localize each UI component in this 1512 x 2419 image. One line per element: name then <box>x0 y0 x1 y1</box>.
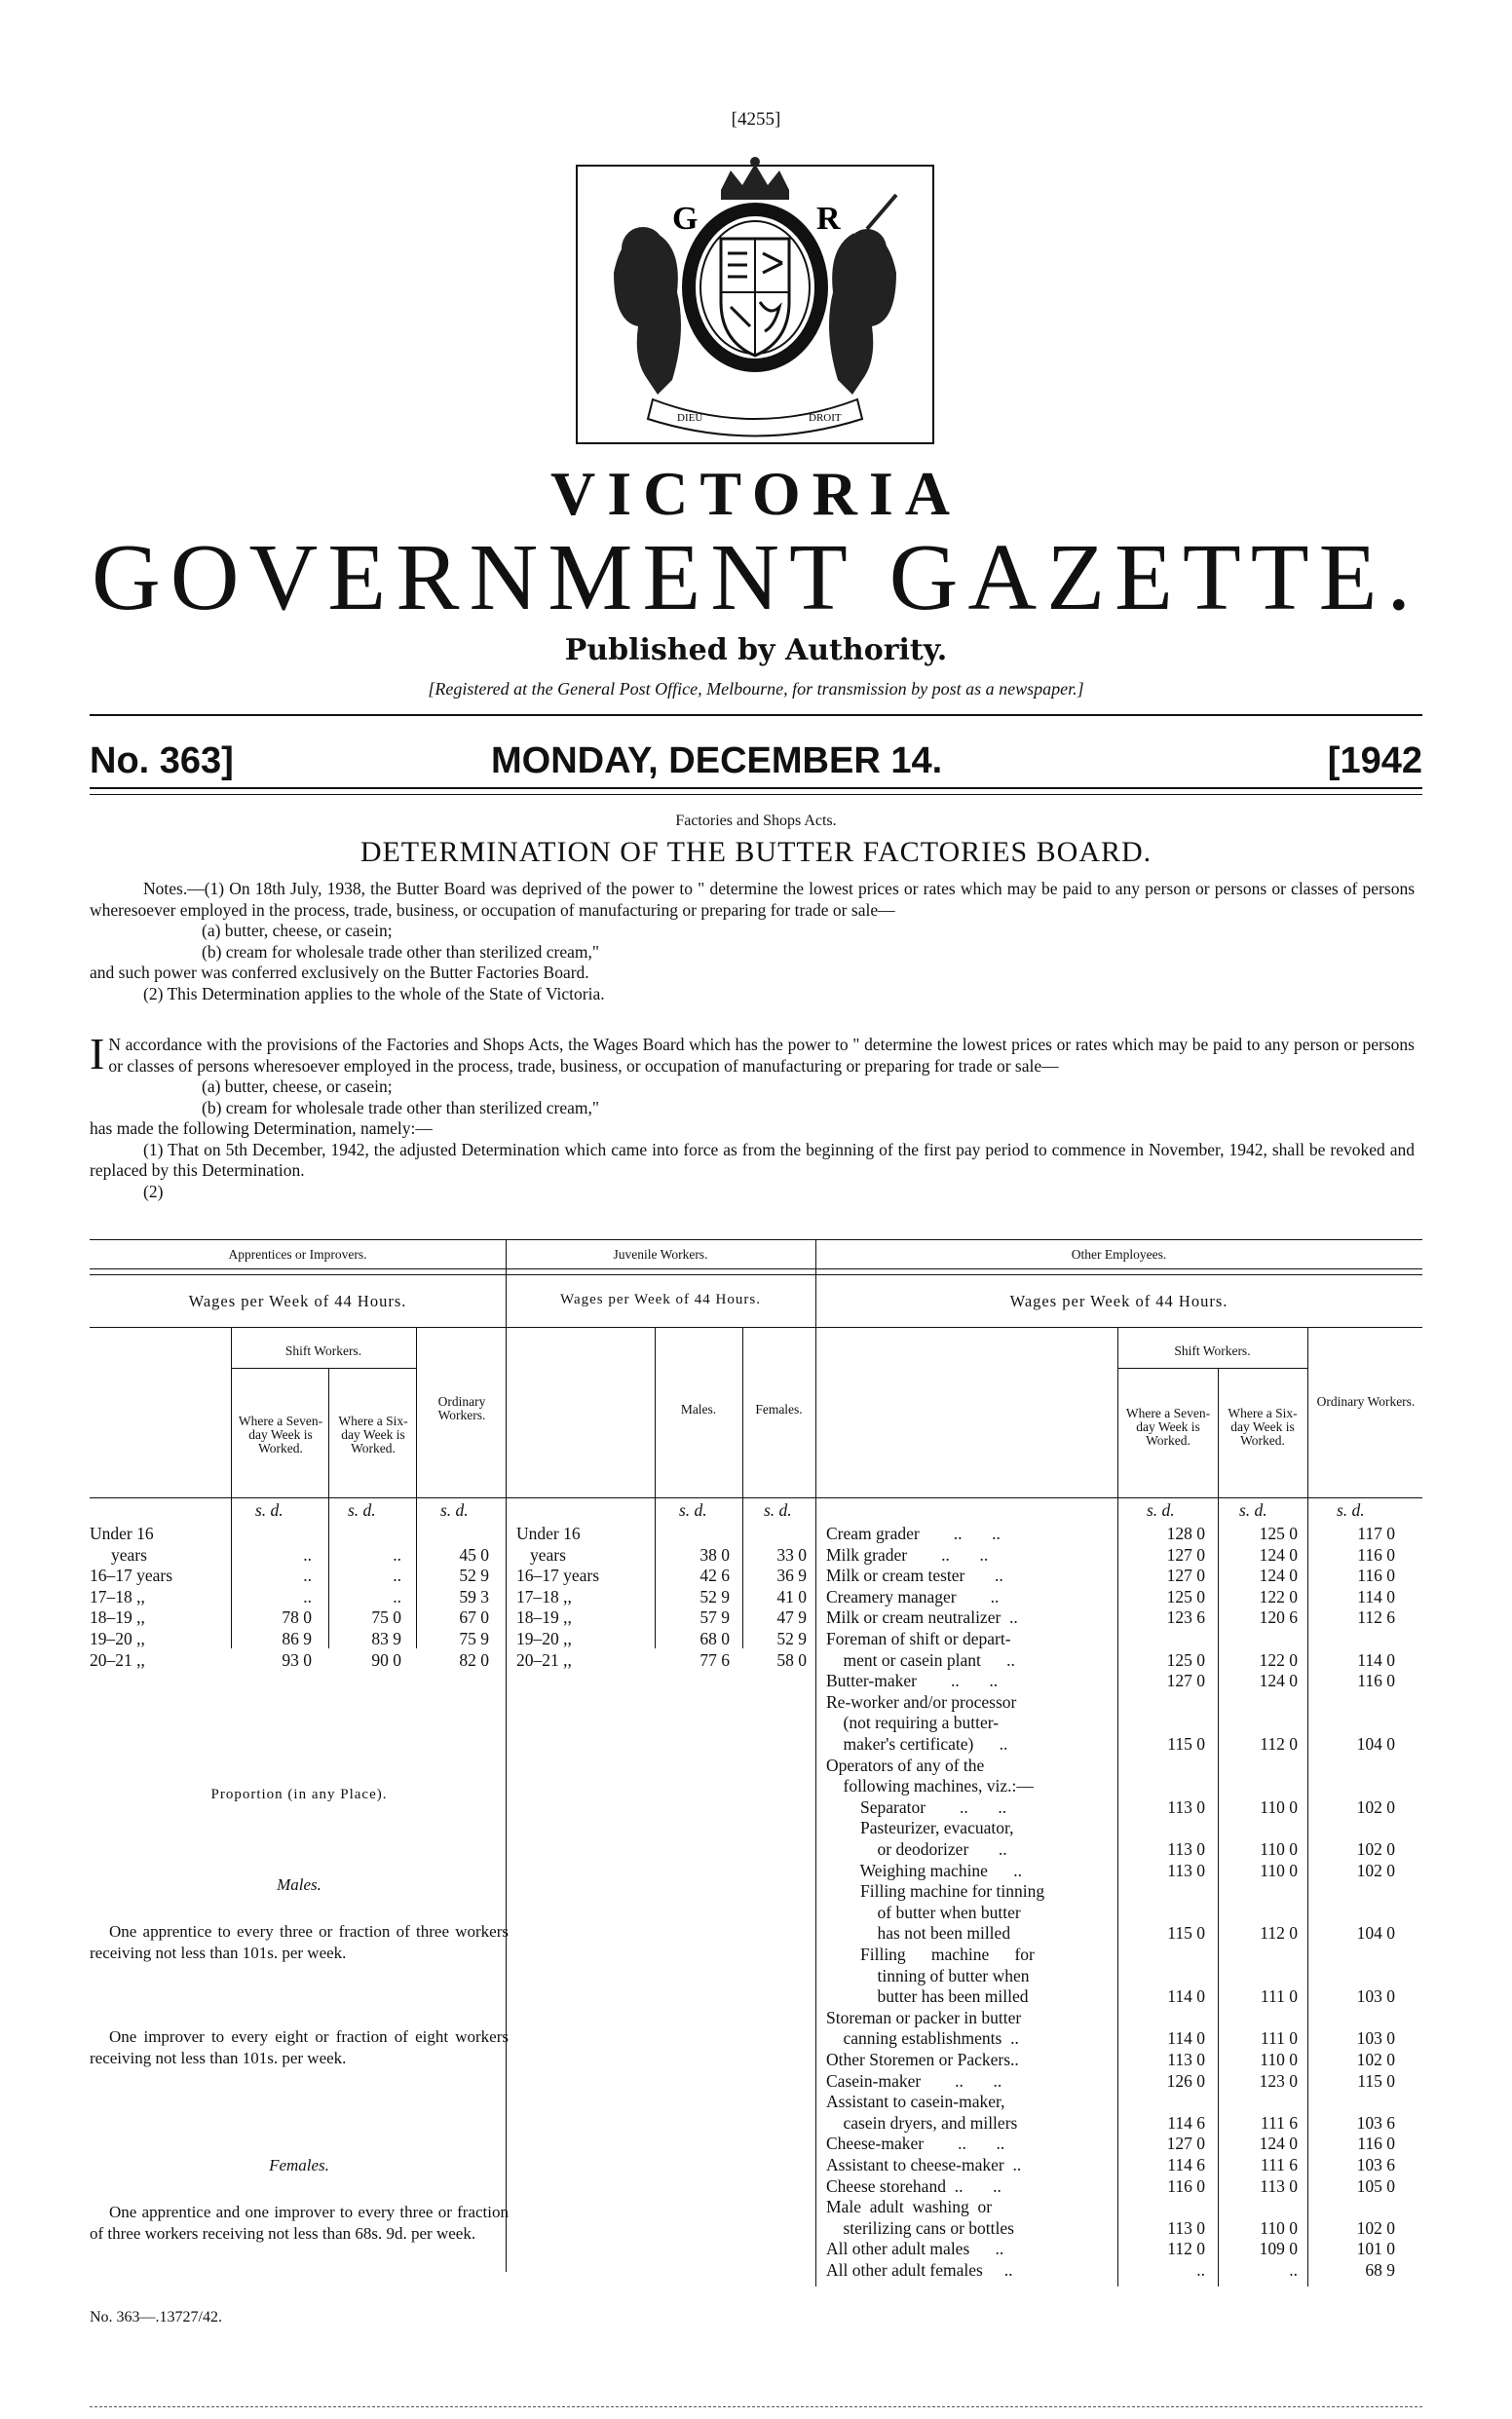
other-ordinary: 102 0 <box>1356 2217 1395 2238</box>
intro-text: N accordance with the provisions of the Factories and Shops Acts, the Wages Board which has the power to " determine the lowest prices or rates which may be paid to any person or persons or classes of persons wheresoever employed in the process, trade, business, or occupation of manufacturing or preparing for trade or sale— <box>108 1035 1415 1076</box>
ordinary-apprentices: Ordinary Workers. <box>437 1394 486 1422</box>
apprentice-age: 16–17 years <box>90 1566 173 1586</box>
other-six-day: 112 0 <box>1260 1923 1298 1944</box>
other-seven-day: 125 0 <box>1166 1586 1205 1606</box>
juvenile-females: 41 0 <box>776 1586 807 1606</box>
employee-class: Cheese storehand .. .. <box>826 2175 1002 2196</box>
other-seven-day: 123 6 <box>1166 1607 1205 1628</box>
intro-made: has made the following Determination, namely:— <box>90 1118 433 1138</box>
acts-heading: Factories and Shops Acts. <box>675 813 837 829</box>
employee-class: All other adult males .. <box>826 2239 1004 2259</box>
note-2: (2) This Determination applies to the whole of the State of Victoria. <box>143 983 605 1003</box>
apprentice-seven-day: .. <box>303 1566 312 1586</box>
other-seven-day: 114 6 <box>1167 2155 1205 2174</box>
six-day-apprentices: Where a Six-day Week is Worked. <box>338 1414 408 1455</box>
other-ordinary: 116 0 <box>1357 1566 1395 1586</box>
sd-oth-6: s. d. <box>1239 1500 1267 1520</box>
proportion-males-1: One apprentice to every three or fraction of three workers receiving not less than 101s. per week. <box>90 1922 509 1962</box>
employee-class: maker's certificate) .. <box>826 1734 1008 1754</box>
other-ordinary: 114 0 <box>1357 1586 1395 1606</box>
employee-class: Weighing machine .. <box>826 1860 1022 1880</box>
juvenile-age: Under 16 <box>516 1524 581 1543</box>
other-seven-day: 113 0 <box>1167 1839 1205 1859</box>
seven-day-apprentices: Where a Seven-day Week is Worked. <box>238 1414 323 1455</box>
other-six-day: 122 0 <box>1259 1586 1298 1606</box>
employee-class: Assistant to casein-maker, <box>826 2092 1005 2112</box>
wages-table <box>90 1239 1422 2287</box>
crown-icon <box>721 157 789 200</box>
other-ordinary: 117 0 <box>1357 1524 1395 1543</box>
apprentice-ordinary: 82 0 <box>459 1649 489 1670</box>
other-ordinary: 116 0 <box>1357 1544 1395 1565</box>
employee-class: Male adult washing or <box>826 2197 993 2217</box>
juvenile-age: 16–17 years <box>516 1566 600 1586</box>
registration-note: [Registered at the General Post Office, Melbourne, for transmission by post as a newspaper.] <box>428 679 1084 699</box>
other-ordinary: 103 0 <box>1356 2028 1395 2049</box>
apprentice-age: 18–19 ,, <box>90 1607 145 1628</box>
other-six-day: 125 0 <box>1259 1524 1298 1543</box>
other-ordinary: 102 0 <box>1356 1839 1395 1859</box>
header-top-rule <box>90 714 1422 716</box>
juvenile-males: 52 9 <box>699 1586 730 1606</box>
other-ordinary: 104 0 <box>1356 1923 1395 1944</box>
employee-class: Pasteurizer, evacuator, <box>826 1818 1014 1838</box>
ordinary-other: Ordinary Workers. <box>1316 1394 1416 1409</box>
state-name: VICTORIA <box>550 459 962 528</box>
employee-class: Storeman or packer in butter <box>826 2007 1022 2027</box>
intro-item-b: (b) cream for wholesale trade other than sterilized cream," <box>202 1097 599 1117</box>
cypher-g: G <box>672 201 699 237</box>
employee-class: Milk or cream neutralizer .. <box>826 1607 1018 1628</box>
other-ordinary: 105 0 <box>1356 2175 1395 2196</box>
employee-class: Separator .. .. <box>826 1796 1007 1817</box>
apprentice-seven-day: .. <box>303 1586 312 1606</box>
page-number: [4255] <box>731 109 781 130</box>
juvenile-males: 77 6 <box>699 1649 730 1670</box>
apprentice-ordinary: 52 9 <box>459 1566 489 1586</box>
other-seven-day: 113 0 <box>1167 1860 1205 1880</box>
employee-class: has not been milled <box>826 1923 1011 1944</box>
other-seven-day: 127 0 <box>1166 1671 1205 1691</box>
employee-class: Assistant to cheese-maker .. <box>826 2155 1022 2174</box>
juvenile-females: 36 9 <box>776 1566 807 1586</box>
intro-paragraph <box>90 1029 1415 1078</box>
other-six-day: 120 6 <box>1259 1607 1298 1628</box>
employee-class: Foreman of shift or depart- <box>826 1629 1011 1648</box>
note-conferred: and such power was conferred exclusively on the Butter Factories Board. <box>90 963 589 982</box>
juvenile-males: 57 9 <box>699 1607 730 1628</box>
apprentice-ordinary: 67 0 <box>459 1607 489 1628</box>
employee-class: Cheese-maker .. .. <box>826 2134 1005 2154</box>
other-seven-day: 114 0 <box>1167 2028 1205 2049</box>
other-ordinary: 114 0 <box>1357 1649 1395 1670</box>
sd-app-ord: s. d. <box>440 1500 469 1520</box>
employee-class: All other adult females .. <box>826 2260 1013 2280</box>
royal-coat-of-arms <box>575 156 935 448</box>
other-seven-day: .. <box>1196 2260 1205 2280</box>
wages-header-apprentices: Wages per Week of 44 Hours. <box>188 1292 407 1310</box>
other-six-day: 111 0 <box>1260 1986 1298 2007</box>
six-day-other: Where a Six-day Week is Worked. <box>1228 1406 1298 1448</box>
juvenile-females: 47 9 <box>776 1607 807 1628</box>
other-ordinary: 115 0 <box>1357 2070 1395 2091</box>
apprentice-six-day: .. <box>393 1544 401 1565</box>
sd-oth-ord: s. d. <box>1337 1500 1365 1520</box>
other-seven-day: 127 0 <box>1166 2134 1205 2154</box>
proportion-males-heading: Males. <box>277 1875 321 1894</box>
other-seven-day: 127 0 <box>1166 1544 1205 1565</box>
shift-workers-other: Shift Workers. <box>1174 1343 1251 1358</box>
clause-1: (1) That on 5th December, 1942, the adjusted Determination which came into force as from the beginning of the first pay period to commence in November, 1942, shall be revoked and replaced by this Determination. <box>90 1139 1415 1180</box>
other-ordinary: 102 0 <box>1356 1796 1395 1817</box>
other-seven-day: 115 0 <box>1167 1734 1205 1754</box>
juvenile-age: 17–18 ,, <box>516 1586 572 1606</box>
apprentice-age: 20–21 ,, <box>90 1649 145 1670</box>
employee-class: tinning of butter when <box>826 1965 1030 1985</box>
apprentice-age: 17–18 ,, <box>90 1586 145 1606</box>
apprentice-six-day: 75 0 <box>371 1607 401 1628</box>
employee-class: butter has been milled <box>826 1986 1029 2007</box>
other-ordinary: 103 0 <box>1356 1986 1395 2007</box>
determination-title: DETERMINATION OF THE BUTTER FACTORIES BOARD. <box>359 836 1153 868</box>
employee-class: or deodorizer .. <box>826 1839 1007 1859</box>
note-item-a: (a) butter, cheese, or casein; <box>202 921 393 940</box>
note-1: Notes.—(1) On 18th July, 1938, the Butter Board was deprived of the power to " determine the lowest prices or rates which may be paid to any person or persons or classes of persons wheresoever employed in the process, trade, business, or occupation of manufacturing or preparing for trade or sale— <box>90 879 1415 920</box>
employee-class: Milk or cream tester .. <box>826 1566 1003 1586</box>
males-juvenile: Males. <box>680 1402 717 1417</box>
other-ordinary: 112 6 <box>1357 1607 1395 1628</box>
other-seven-day: 113 0 <box>1167 1796 1205 1817</box>
sd-oth-7: s. d. <box>1147 1500 1175 1520</box>
footer-reference: No. 363—.13727/42. <box>90 2309 222 2325</box>
juvenile-females: 33 0 <box>776 1544 807 1565</box>
section-apprentices: Apprentices or Improvers. <box>228 1247 367 1262</box>
other-ordinary: 102 0 <box>1356 2050 1395 2069</box>
juvenile-males: 68 0 <box>699 1629 730 1648</box>
females-juvenile: Females. <box>755 1402 803 1417</box>
apprentice-six-day: .. <box>393 1566 401 1586</box>
issue-date: MONDAY, DECEMBER 14. <box>491 740 943 781</box>
employee-class: Creamery manager .. <box>826 1586 1000 1606</box>
bottom-rule <box>90 2406 1422 2407</box>
employee-class: (not requiring a butter- <box>826 1713 1000 1733</box>
header-bottom-rule <box>90 787 1422 789</box>
other-six-day: 124 0 <box>1259 1671 1298 1691</box>
employee-class: ment or casein plant .. <box>826 1649 1015 1670</box>
apprentice-six-day: .. <box>393 1586 401 1606</box>
other-seven-day: 115 0 <box>1167 1923 1205 1944</box>
notes-block <box>90 879 1415 1004</box>
apprentice-seven-day: .. <box>303 1544 312 1565</box>
other-ordinary: 116 0 <box>1357 1671 1395 1691</box>
other-ordinary: 102 0 <box>1356 1860 1395 1880</box>
wages-header-other: Wages per Week of 44 Hours. <box>1009 1292 1228 1310</box>
employee-class: Filling machine for <box>826 1945 1035 1964</box>
apprentice-ordinary: 75 9 <box>459 1629 489 1648</box>
other-six-day: 110 0 <box>1260 2217 1298 2238</box>
employee-class: Cream grader .. .. <box>826 1524 1001 1543</box>
other-six-day: 110 0 <box>1260 1839 1298 1859</box>
motto-dieu: DIEU <box>677 412 703 424</box>
employee-class: Operators of any of the <box>826 1755 985 1775</box>
shift-workers-apprentices: Shift Workers. <box>284 1343 362 1358</box>
juvenile-age: years <box>530 1544 566 1565</box>
other-seven-day: 114 6 <box>1167 2112 1205 2133</box>
other-six-day: 110 0 <box>1260 1860 1298 1880</box>
other-six-day: 113 0 <box>1260 2175 1298 2196</box>
wages-header-juvenile: Wages per Week of 44 Hours. <box>560 1292 761 1307</box>
other-six-day: 111 0 <box>1260 2028 1298 2049</box>
employee-class: sterilizing cans or bottles <box>826 2217 1014 2238</box>
other-seven-day: 127 0 <box>1166 1566 1205 1586</box>
employee-class: Filling machine for tinning <box>826 1881 1045 1902</box>
other-six-day: 109 0 <box>1259 2239 1298 2259</box>
employee-class: casein dryers, and millers <box>826 2112 1018 2133</box>
employee-class: Re-worker and/or processor <box>826 1691 1017 1712</box>
other-six-day: 112 0 <box>1260 1734 1298 1754</box>
clause-2: (2) <box>143 1181 164 1201</box>
issue-year: [1942 <box>1327 740 1422 781</box>
other-six-day: 123 0 <box>1259 2070 1298 2091</box>
other-ordinary: 68 9 <box>1365 2260 1395 2280</box>
juvenile-females: 58 0 <box>776 1649 807 1670</box>
other-six-day: 111 6 <box>1260 2155 1298 2174</box>
proportion-females-1: One apprentice and one improver to every three or fraction of three workers receiving not less than 68s. 9d. per week. <box>90 2203 509 2243</box>
proportion-title: Proportion (in any Place). <box>210 1787 388 1802</box>
note-item-b: (b) cream for wholesale trade other than sterilized cream," <box>202 941 599 962</box>
juvenile-males: 38 0 <box>699 1544 730 1565</box>
other-six-day: 111 6 <box>1260 2112 1298 2133</box>
apprentice-seven-day: 86 9 <box>282 1629 312 1648</box>
other-seven-day: 114 0 <box>1167 1986 1205 2007</box>
intro-block <box>90 1029 1415 1202</box>
other-seven-day: 128 0 <box>1166 1524 1205 1543</box>
apprentice-age: 19–20 ,, <box>90 1629 145 1648</box>
other-six-day: 110 0 <box>1260 2050 1298 2069</box>
other-seven-day: 113 0 <box>1167 2050 1205 2069</box>
juvenile-age: 18–19 ,, <box>516 1607 572 1628</box>
sd-app-7: s. d. <box>255 1500 284 1520</box>
other-seven-day: 126 0 <box>1166 2070 1205 2091</box>
motto-droit: DROIT <box>809 412 842 424</box>
employee-class: following machines, viz.:— <box>826 1776 1034 1796</box>
other-ordinary: 103 6 <box>1356 2155 1395 2174</box>
other-six-day: .. <box>1289 2260 1298 2280</box>
other-seven-day: 116 0 <box>1167 2175 1205 2196</box>
issue-number: No. 363] <box>90 740 234 781</box>
sd-juv-m: s. d. <box>679 1500 707 1520</box>
apprentice-age: years <box>111 1544 147 1565</box>
sd-app-6: s. d. <box>348 1500 376 1520</box>
apprentice-seven-day: 93 0 <box>282 1649 312 1670</box>
seven-day-other: Where a Seven-day Week is Worked. <box>1125 1406 1211 1448</box>
other-ordinary: 103 6 <box>1356 2112 1395 2133</box>
juvenile-females: 52 9 <box>776 1629 807 1648</box>
other-six-day: 122 0 <box>1259 1649 1298 1670</box>
employee-class: Milk grader .. .. <box>826 1544 989 1565</box>
employee-class: Butter-maker .. .. <box>826 1671 999 1691</box>
gazette-title: GOVERNMENT GAZETTE. <box>91 525 1421 630</box>
juvenile-age: 20–21 ,, <box>516 1649 572 1670</box>
published-by-authority: Published by Authority. <box>564 633 948 667</box>
other-ordinary: 116 0 <box>1357 2134 1395 2154</box>
other-ordinary: 101 0 <box>1356 2239 1395 2259</box>
other-seven-day: 112 0 <box>1167 2239 1205 2259</box>
apprentice-six-day: 83 9 <box>371 1629 401 1648</box>
sd-juv-f: s. d. <box>764 1500 792 1520</box>
employee-class: canning establishments .. <box>826 2028 1019 2049</box>
other-seven-day: 125 0 <box>1166 1649 1205 1670</box>
proportion-females-heading: Females. <box>269 2156 329 2174</box>
employee-class: Other Storemen or Packers.. <box>826 2050 1019 2069</box>
other-seven-day: 113 0 <box>1167 2217 1205 2238</box>
other-ordinary: 104 0 <box>1356 1734 1395 1754</box>
employee-class: Casein-maker .. .. <box>826 2070 1002 2091</box>
proportion-males-2: One improver to every eight or fraction of eight workers receiving not less than 101s. per week. <box>90 2027 509 2067</box>
apprentice-age: Under 16 <box>90 1524 154 1543</box>
cypher-r: R <box>816 201 841 237</box>
apprentice-six-day: 90 0 <box>371 1649 401 1670</box>
issue-line <box>90 740 1422 789</box>
other-six-day: 124 0 <box>1259 1544 1298 1565</box>
other-six-day: 124 0 <box>1259 1566 1298 1586</box>
section-juvenile: Juvenile Workers. <box>613 1247 708 1262</box>
intro-item-a: (a) butter, cheese, or casein; <box>202 1077 393 1096</box>
drop-cap: I <box>90 1029 105 1078</box>
juvenile-males: 42 6 <box>699 1566 730 1586</box>
other-six-day: 124 0 <box>1259 2134 1298 2154</box>
header-bottom-rule-2 <box>90 794 1422 795</box>
juvenile-age: 19–20 ,, <box>516 1629 572 1648</box>
apprentice-seven-day: 78 0 <box>282 1607 312 1628</box>
section-other: Other Employees. <box>1071 1247 1167 1262</box>
employee-class: of butter when butter <box>826 1902 1021 1922</box>
apprentice-ordinary: 59 3 <box>459 1586 489 1606</box>
other-six-day: 110 0 <box>1260 1796 1298 1817</box>
apprentice-ordinary: 45 0 <box>459 1544 489 1565</box>
